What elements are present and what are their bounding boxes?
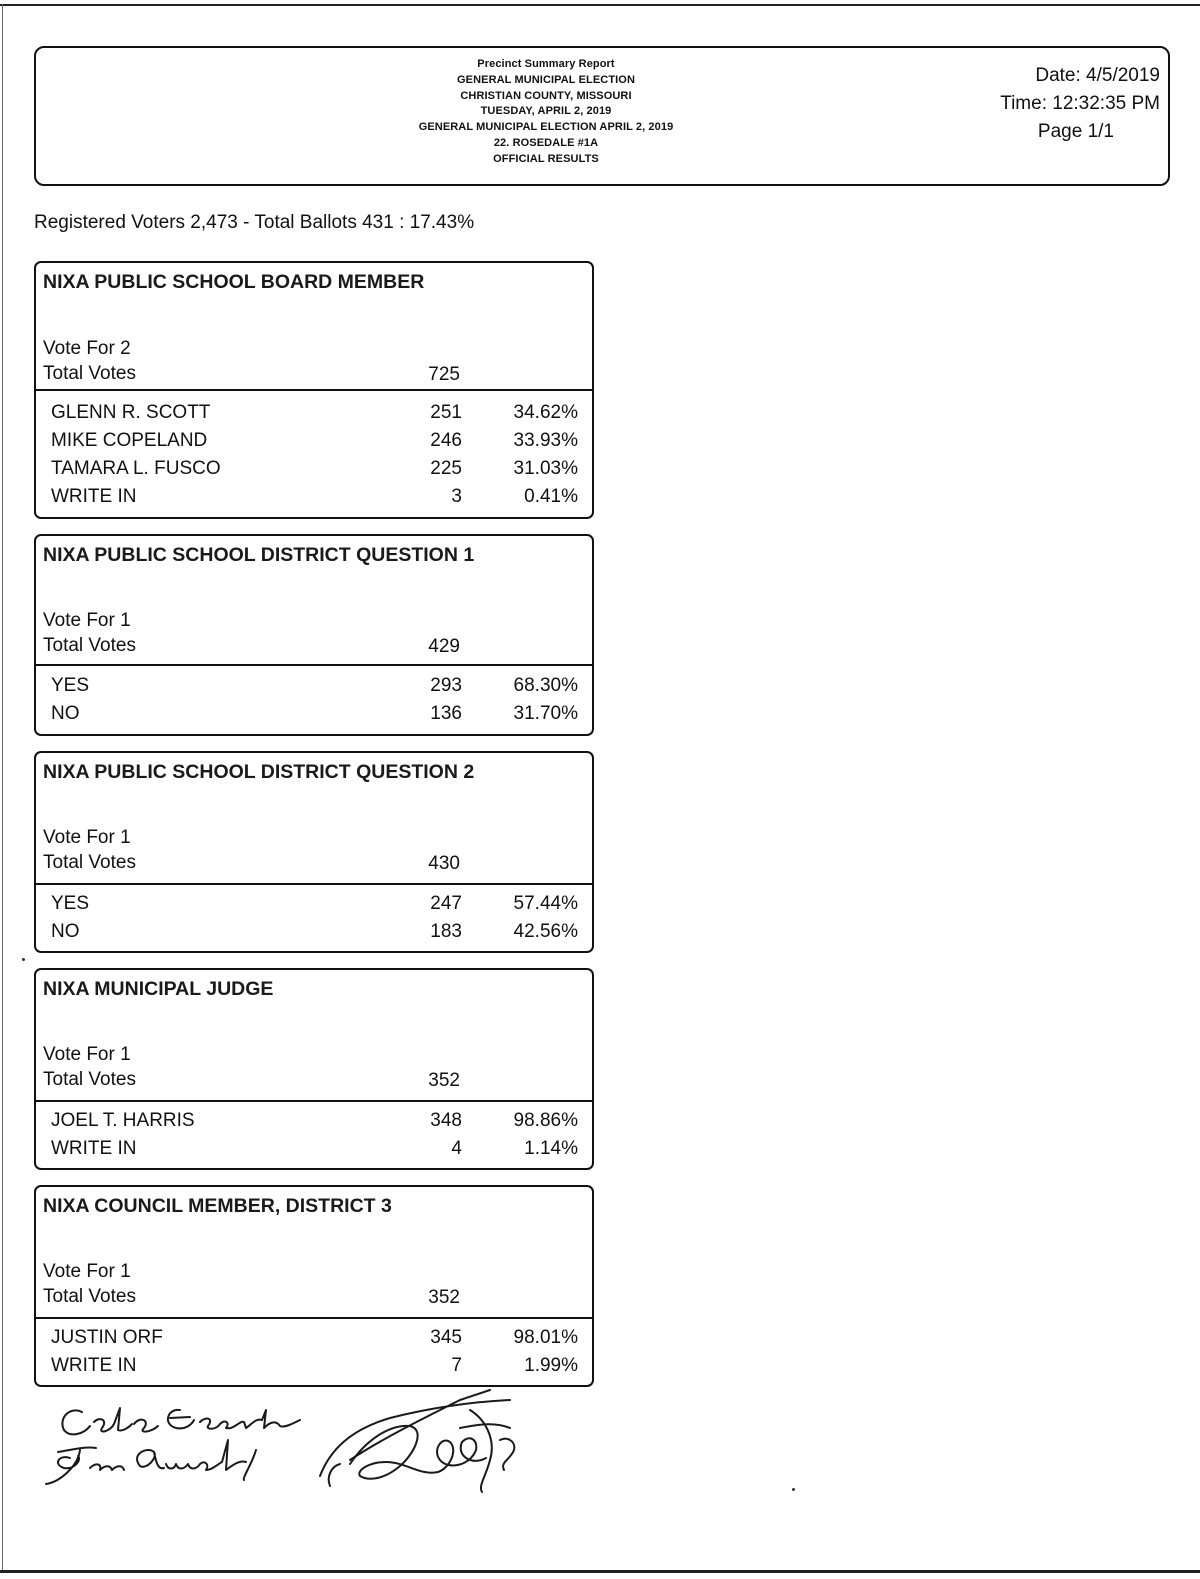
vote-for-label: Vote For 2 bbox=[43, 338, 131, 359]
contest-divider bbox=[36, 664, 592, 666]
signature-stroke bbox=[320, 1390, 510, 1476]
choice-name: YES bbox=[51, 893, 90, 914]
choice-percent: 68.30% bbox=[513, 675, 578, 696]
signature-stroke bbox=[460, 1410, 514, 1492]
choice-name: TAMARA L. FUSCO bbox=[51, 458, 221, 479]
signature-stroke bbox=[329, 1464, 340, 1486]
signature-stroke bbox=[90, 1464, 124, 1470]
vote-for-label: Vote For 1 bbox=[43, 610, 131, 631]
choice-name: WRITE IN bbox=[51, 1355, 137, 1376]
choice-percent: 98.01% bbox=[513, 1327, 578, 1348]
results-status: OFFICIAL RESULTS bbox=[493, 152, 599, 165]
choice-row bbox=[36, 921, 592, 948]
choice-row bbox=[36, 893, 592, 920]
choice-votes: 183 bbox=[430, 921, 462, 942]
signature-stroke bbox=[94, 1408, 132, 1431]
report-time: Time: 12:32:35 PM bbox=[1000, 93, 1160, 114]
choice-row bbox=[36, 703, 592, 730]
contest-divider bbox=[36, 883, 592, 885]
signature-stroke bbox=[170, 1417, 190, 1418]
total-votes-value: 352 bbox=[428, 1070, 460, 1091]
choice-percent: 33.93% bbox=[513, 430, 578, 451]
choice-votes: 293 bbox=[430, 675, 462, 696]
registered-voters-summary: Registered Voters 2,473 - Total Ballots 431 : 17.43% bbox=[34, 212, 475, 233]
choice-percent: 1.14% bbox=[524, 1138, 578, 1159]
choice-name: WRITE IN bbox=[51, 486, 137, 507]
choice-row bbox=[36, 402, 592, 429]
contest-title: NIXA PUBLIC SCHOOL BOARD MEMBER bbox=[43, 271, 425, 293]
choice-votes: 246 bbox=[430, 430, 462, 451]
choice-votes: 4 bbox=[451, 1138, 462, 1159]
choice-name: JOEL T. HARRIS bbox=[51, 1110, 195, 1131]
choice-row bbox=[36, 1138, 592, 1165]
choice-percent: 98.86% bbox=[513, 1110, 578, 1131]
report-title-block bbox=[296, 57, 796, 168]
county-name: CHRISTIAN COUNTY, MISSOURI bbox=[460, 89, 632, 102]
signature-stroke bbox=[350, 1426, 486, 1479]
choice-row bbox=[36, 1327, 592, 1354]
choice-row bbox=[36, 675, 592, 702]
signature-stroke bbox=[244, 1450, 256, 1480]
contest-divider bbox=[36, 1100, 592, 1102]
total-votes-label: Total Votes bbox=[43, 1069, 136, 1090]
signature-stroke bbox=[200, 1410, 300, 1429]
total-votes-value: 352 bbox=[428, 1287, 460, 1308]
total-votes-value: 725 bbox=[428, 364, 460, 385]
choice-name: YES bbox=[51, 675, 90, 696]
vote-for-label: Vote For 1 bbox=[43, 1044, 131, 1065]
total-votes-label: Total Votes bbox=[43, 852, 136, 873]
election-full-name: GENERAL MUNICIPAL ELECTION APRIL 2, 2019 bbox=[418, 121, 674, 134]
total-votes-value: 430 bbox=[428, 853, 460, 874]
total-votes-label: Total Votes bbox=[43, 363, 136, 384]
choice-percent: 0.41% bbox=[524, 486, 578, 507]
report-title: Precinct Summary Report bbox=[477, 58, 615, 70]
signature-stroke bbox=[46, 1447, 96, 1484]
precinct-name: 22. ROSEDALE #1A bbox=[493, 136, 599, 149]
contest-title: NIXA COUNCIL MEMBER, DISTRICT 3 bbox=[43, 1195, 392, 1217]
contest-title: NIXA PUBLIC SCHOOL DISTRICT QUESTION 1 bbox=[43, 544, 475, 566]
vote-for-label: Vote For 1 bbox=[43, 1261, 131, 1282]
choice-votes: 7 bbox=[451, 1355, 462, 1376]
signature-stroke bbox=[168, 1410, 194, 1429]
contest-box bbox=[34, 534, 594, 736]
contest-divider bbox=[36, 389, 592, 391]
contest-box bbox=[34, 1185, 594, 1387]
scan-speck bbox=[792, 1488, 795, 1491]
vote-for-label: Vote For 1 bbox=[43, 827, 131, 848]
choice-name: NO bbox=[51, 921, 80, 942]
choice-votes: 251 bbox=[430, 402, 462, 423]
report-date: Date: 4/5/2019 bbox=[1035, 65, 1160, 86]
choice-row bbox=[36, 1355, 592, 1382]
choice-row bbox=[36, 486, 592, 513]
choice-votes: 3 bbox=[451, 486, 462, 507]
contest-box bbox=[34, 968, 594, 1170]
choice-votes: 247 bbox=[430, 893, 462, 914]
report-meta bbox=[1000, 62, 1160, 146]
handwritten-signatures-icon bbox=[30, 1380, 590, 1510]
contest-box bbox=[34, 261, 594, 519]
choice-votes: 348 bbox=[430, 1110, 462, 1131]
election-name: GENERAL MUNICIPAL ELECTION bbox=[457, 73, 635, 86]
choice-row bbox=[36, 1110, 592, 1137]
choice-votes: 345 bbox=[430, 1327, 462, 1348]
choice-percent: 1.99% bbox=[524, 1355, 578, 1376]
signature-stroke bbox=[137, 1450, 164, 1468]
choice-percent: 31.03% bbox=[513, 458, 578, 479]
contest-title: NIXA PUBLIC SCHOOL DISTRICT QUESTION 2 bbox=[43, 761, 475, 783]
choice-percent: 34.62% bbox=[513, 402, 578, 423]
choice-name: JUSTIN ORF bbox=[51, 1327, 163, 1348]
choice-row bbox=[36, 430, 592, 457]
signature-stroke bbox=[134, 1420, 158, 1432]
total-votes-label: Total Votes bbox=[43, 1286, 136, 1307]
total-votes-label: Total Votes bbox=[43, 635, 136, 656]
choice-name: NO bbox=[51, 703, 80, 724]
page-bottom-edge bbox=[0, 1570, 1200, 1573]
scan-speck bbox=[22, 958, 25, 961]
choice-votes: 225 bbox=[430, 458, 462, 479]
choice-percent: 31.70% bbox=[513, 703, 578, 724]
choice-name: WRITE IN bbox=[51, 1138, 137, 1159]
signature-stroke bbox=[166, 1440, 246, 1470]
contest-divider bbox=[36, 1317, 592, 1319]
choice-votes: 136 bbox=[430, 703, 462, 724]
choice-name: MIKE COPELAND bbox=[51, 430, 208, 451]
page-number: Page 1/1 bbox=[1037, 121, 1114, 142]
choice-row bbox=[36, 458, 592, 485]
page-top-edge bbox=[0, 4, 1200, 6]
choice-percent: 57.44% bbox=[513, 893, 578, 914]
election-date: TUESDAY, APRIL 2, 2019 bbox=[480, 105, 612, 118]
choice-name: GLENN R. SCOTT bbox=[51, 402, 211, 423]
choice-percent: 42.56% bbox=[513, 921, 578, 942]
total-votes-value: 429 bbox=[428, 636, 460, 657]
contest-box bbox=[34, 751, 594, 953]
page-left-edge bbox=[2, 4, 3, 1570]
signature-stroke bbox=[62, 1410, 90, 1434]
report-header bbox=[34, 46, 1170, 186]
contest-title: NIXA MUNICIPAL JUDGE bbox=[43, 978, 274, 1000]
